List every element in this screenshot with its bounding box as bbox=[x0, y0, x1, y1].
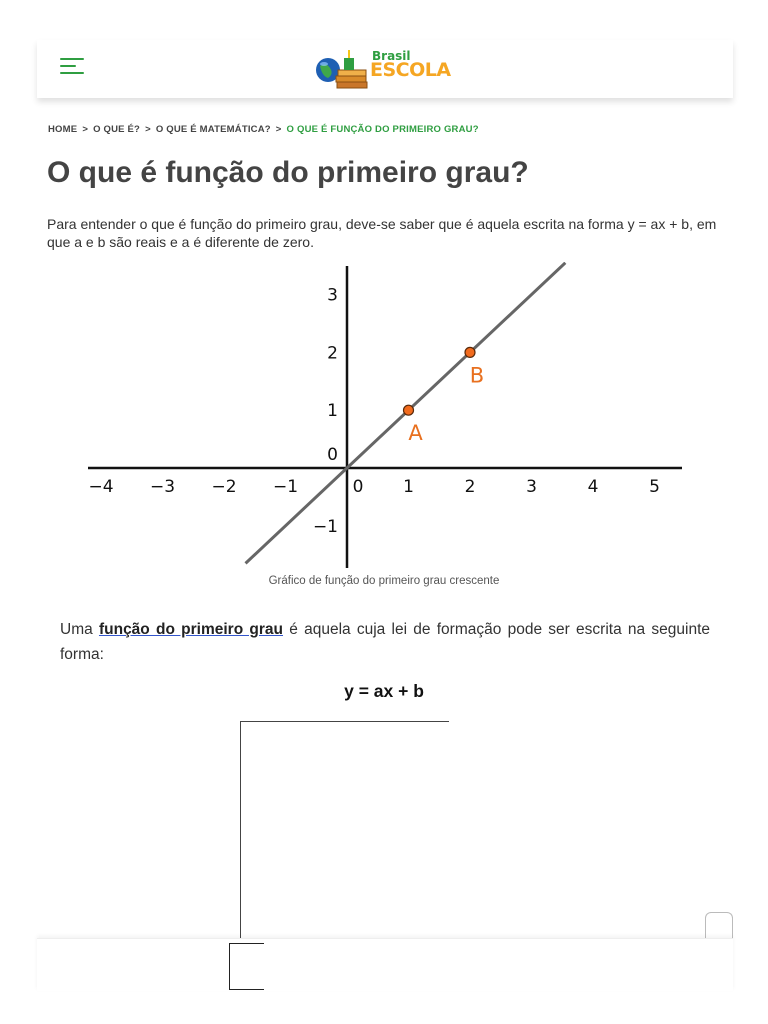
graph-caption: Gráfico de função do primeiro grau crescente bbox=[268, 575, 500, 587]
breadcrumb-home[interactable]: HOME bbox=[48, 124, 78, 135]
site-header bbox=[37, 40, 733, 98]
breadcrumb-o-que-e[interactable]: O QUE É? bbox=[93, 124, 141, 135]
point-label: B bbox=[469, 363, 485, 388]
paragraph-text-end: é aquela cuja lei de formação pode ser escrita na seguinte forma: bbox=[60, 621, 711, 663]
hamburger-menu-icon[interactable] bbox=[57, 54, 87, 80]
funcao-primeiro-grau-link[interactable]: função do primeiro grau bbox=[98, 621, 284, 638]
content-frame bbox=[240, 721, 449, 942]
formula: y = ax + b bbox=[344, 681, 424, 701]
breadcrumb-current: O QUE É FUNÇÃO DO PRIMEIRO GRAU? bbox=[286, 124, 479, 135]
y-tick-label: 1 bbox=[327, 401, 338, 422]
point-b bbox=[465, 347, 475, 357]
x-tick-label: 5 bbox=[649, 477, 660, 497]
bottom-corner-tab[interactable] bbox=[705, 912, 733, 939]
y-tick-label: −1 bbox=[312, 516, 338, 537]
y-tick-label: 3 bbox=[327, 285, 338, 306]
breadcrumb bbox=[48, 124, 479, 135]
x-tick-label: 4 bbox=[587, 477, 599, 497]
x-tick-label: 3 bbox=[526, 477, 537, 497]
bottom-ad-bar bbox=[37, 938, 733, 991]
breadcrumb-separator: > bbox=[145, 124, 151, 135]
page-title: O que é função do primeiro grau? bbox=[47, 156, 529, 189]
logo-text-escola: ESCOLA bbox=[370, 59, 451, 81]
breadcrumb-separator: > bbox=[275, 124, 282, 135]
brasil-escola-logo[interactable] bbox=[314, 46, 464, 94]
ad-frame bbox=[229, 943, 264, 990]
y-tick-label: 2 bbox=[327, 343, 338, 364]
globe-books-icon bbox=[314, 46, 372, 92]
x-tick-label: −3 bbox=[149, 477, 176, 497]
x-tick-label: −1 bbox=[272, 477, 299, 497]
paragraph-text-start: Uma bbox=[60, 621, 99, 638]
breadcrumb-separator: > bbox=[82, 124, 89, 135]
function-graph bbox=[80, 262, 690, 572]
intro-paragraph: Para entender o que é função do primeiro grau, deve-se saber que é aquela escrita na forma y = ax + b, em que a e b são reais e a é diferente de zero. bbox=[47, 216, 717, 250]
breadcrumb-matematica[interactable]: O QUE É MATEMÁTICA? bbox=[155, 124, 271, 135]
y-tick-label: 0 bbox=[327, 445, 338, 465]
logo-text-brasil: Brasil bbox=[372, 49, 411, 63]
x-tick-label: −4 bbox=[88, 477, 114, 497]
point-label: A bbox=[408, 421, 423, 446]
x-tick-label: −2 bbox=[211, 477, 237, 497]
x-tick-label: 0 bbox=[352, 477, 364, 497]
definition-paragraph bbox=[60, 617, 710, 667]
x-tick-label: 1 bbox=[403, 477, 414, 497]
x-tick-label: 2 bbox=[464, 477, 476, 497]
point-a bbox=[404, 405, 414, 415]
